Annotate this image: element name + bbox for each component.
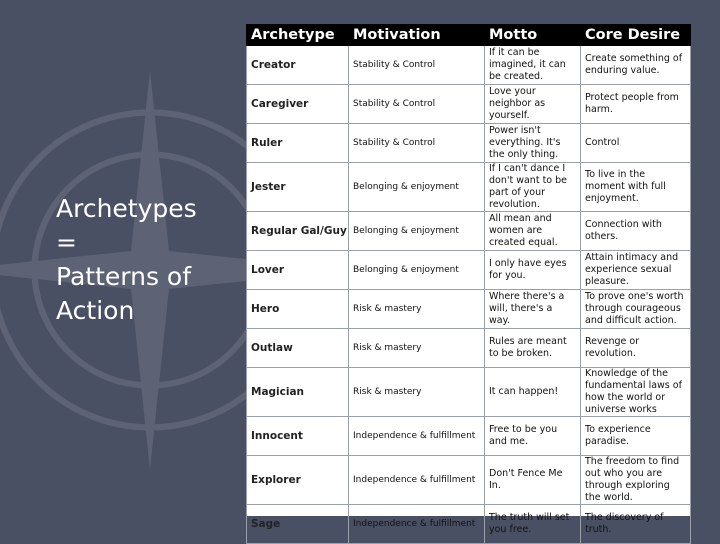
- cell-motivation: Belonging & enjoyment: [349, 251, 485, 290]
- title-line: Patterns of: [56, 262, 192, 291]
- cell-archetype: Regular Gal/Guy: [247, 212, 349, 251]
- cell-motivation: Stability & Control: [349, 46, 485, 85]
- cell-motivation: Independence & fulfillment: [349, 456, 485, 505]
- table-row: [247, 85, 691, 124]
- cell-core-desire: To prove one's worth through courageous and difficult action.: [581, 290, 691, 329]
- cell-archetype: Innocent: [247, 417, 349, 456]
- cell-motto: Don't Fence Me In.: [485, 456, 581, 505]
- table-row: [247, 46, 691, 85]
- cell-motto: If it can be imagined, it can be created.: [485, 46, 581, 85]
- cell-motto: If I can't dance I don't want to be part of your revolution.: [485, 163, 581, 212]
- cell-core-desire: Protect people from harm.: [581, 85, 691, 124]
- table-row: [247, 368, 691, 417]
- header-core-desire: Core Desire: [581, 25, 691, 46]
- cell-archetype: Creator: [247, 46, 349, 85]
- table-row: [247, 329, 691, 368]
- table-row: [247, 212, 691, 251]
- cell-motto: It can happen!: [485, 368, 581, 417]
- slide-title: [56, 192, 226, 328]
- archetype-table-container: [246, 24, 690, 535]
- cell-motivation: Belonging & enjoyment: [349, 212, 485, 251]
- cell-motivation: Independence & fulfillment: [349, 505, 485, 544]
- cell-motivation: Belonging & enjoyment: [349, 163, 485, 212]
- cell-core-desire: Knowledge of the fundamental laws of how the world or universe works: [581, 368, 691, 417]
- table-row: [247, 505, 691, 544]
- cell-motto: Love your neighbor as yourself.: [485, 85, 581, 124]
- cell-core-desire: Create something of enduring value.: [581, 46, 691, 85]
- cell-core-desire: To live in the moment with full enjoyment.: [581, 163, 691, 212]
- cell-core-desire: To experience paradise.: [581, 417, 691, 456]
- table-row: [247, 456, 691, 505]
- cell-motivation: Stability & Control: [349, 124, 485, 163]
- cell-motto: Where there's a will, there's a way.: [485, 290, 581, 329]
- title-line: =: [56, 228, 77, 257]
- cell-core-desire: Connection with others.: [581, 212, 691, 251]
- cell-motto: Power isn't everything. It's the only thing.: [485, 124, 581, 163]
- table-row: [247, 417, 691, 456]
- archetype-table: [246, 24, 691, 544]
- table-row: [247, 163, 691, 212]
- cell-archetype: Magician: [247, 368, 349, 417]
- cell-motto: Free to be you and me.: [485, 417, 581, 456]
- cell-motivation: Risk & mastery: [349, 329, 485, 368]
- cell-motivation: Risk & mastery: [349, 368, 485, 417]
- table-row: [247, 251, 691, 290]
- table-header-row: [247, 25, 691, 46]
- cell-archetype: Caregiver: [247, 85, 349, 124]
- cell-archetype: Ruler: [247, 124, 349, 163]
- cell-core-desire: The freedom to find out who you are through exploring the world.: [581, 456, 691, 505]
- cell-core-desire: The discovery of truth.: [581, 505, 691, 544]
- table-body: [247, 46, 691, 544]
- cell-archetype: Jester: [247, 163, 349, 212]
- cell-archetype: Hero: [247, 290, 349, 329]
- cell-core-desire: Attain intimacy and experience sexual pleasure.: [581, 251, 691, 290]
- title-line: Action: [56, 296, 135, 325]
- cell-archetype: Lover: [247, 251, 349, 290]
- cell-motto: Rules are meant to be broken.: [485, 329, 581, 368]
- header-motivation: Motivation: [349, 25, 485, 46]
- table-row: [247, 124, 691, 163]
- table-row: [247, 290, 691, 329]
- cell-core-desire: Control: [581, 124, 691, 163]
- cell-archetype: Outlaw: [247, 329, 349, 368]
- header-archetype: Archetype: [247, 25, 349, 46]
- cell-archetype: Explorer: [247, 456, 349, 505]
- cell-motivation: Risk & mastery: [349, 290, 485, 329]
- cell-motto: I only have eyes for you.: [485, 251, 581, 290]
- cell-motto: The truth will set you free.: [485, 505, 581, 544]
- cell-motivation: Independence & fulfillment: [349, 417, 485, 456]
- cell-motivation: Stability & Control: [349, 85, 485, 124]
- cell-motto: All mean and women are created equal.: [485, 212, 581, 251]
- cell-archetype: Sage: [247, 505, 349, 544]
- cell-core-desire: Revenge or revolution.: [581, 329, 691, 368]
- header-motto: Motto: [485, 25, 581, 46]
- title-line: Archetypes: [56, 194, 197, 223]
